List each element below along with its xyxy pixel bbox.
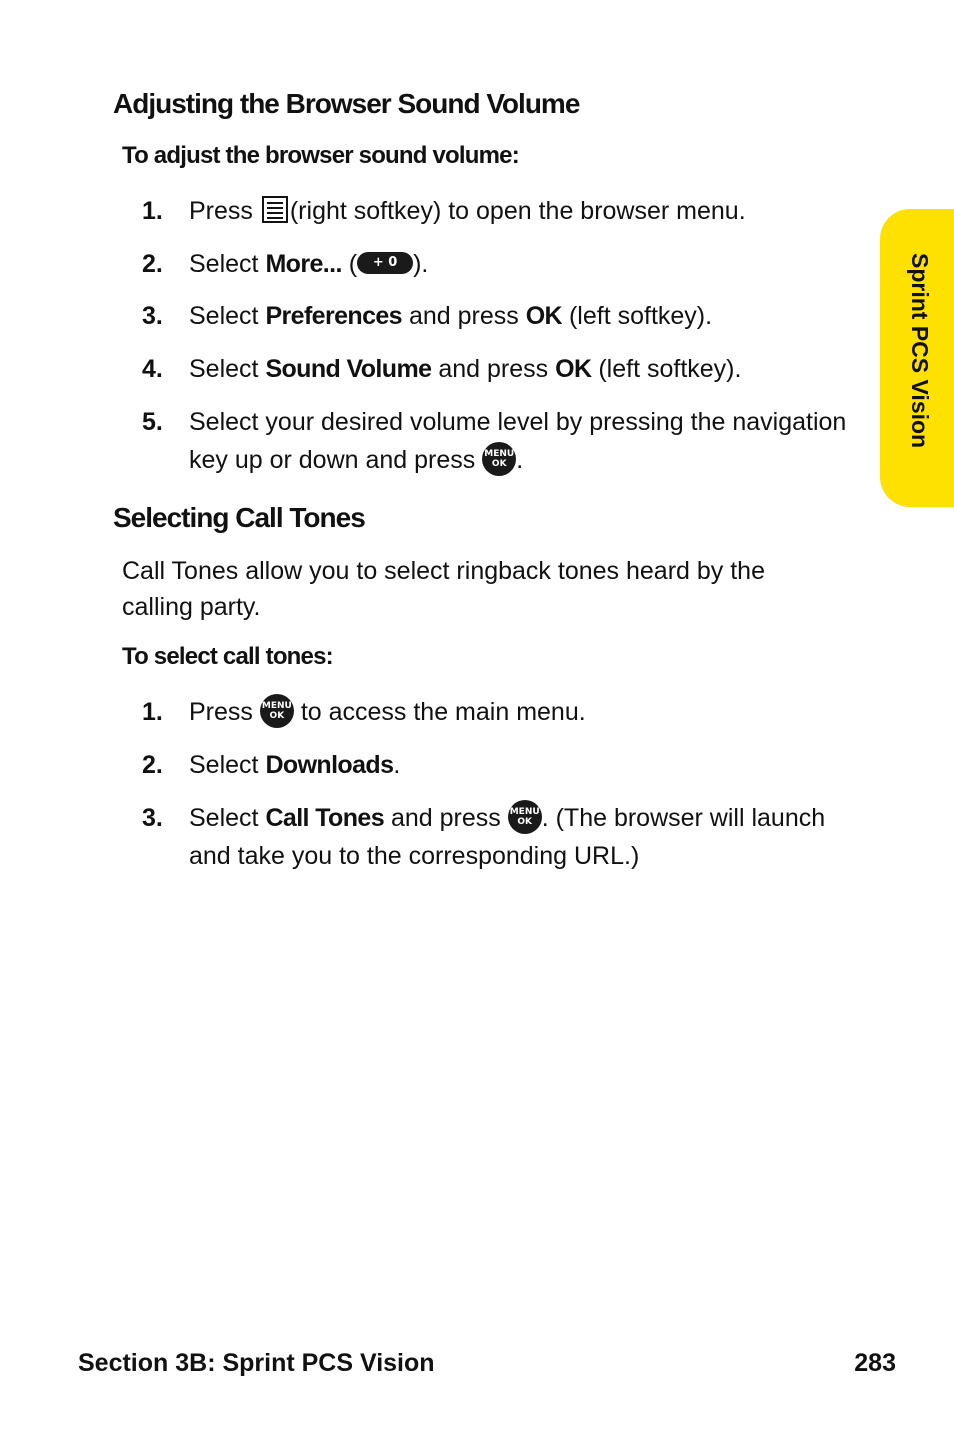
step-text: . — [393, 751, 401, 779]
step-text: Select your desired volume level by pressing the navigation key up or down and press — [189, 408, 847, 474]
plus-zero-key-icon: + 0 — [357, 252, 413, 274]
step-text: ). — [413, 250, 429, 278]
keyword-call-tones: Call Tones — [265, 804, 384, 832]
section-heading-browser-sound-volume: Adjusting the Browser Sound Volume — [113, 88, 580, 119]
step-number: 1. — [142, 197, 163, 225]
step-text: and press — [408, 302, 519, 330]
step-5-select-volume-level — [142, 403, 852, 479]
keyword-ok: OK — [525, 302, 563, 330]
call-tones-step-2 — [142, 746, 852, 784]
step-text: Select — [189, 751, 259, 779]
side-tab-label: Sprint PCS Vision — [907, 253, 933, 449]
step-text: Select — [189, 302, 259, 330]
footer-page-number: 283 — [854, 1349, 896, 1377]
keyword-more: More... — [265, 250, 342, 278]
keyword-downloads: Downloads — [265, 751, 394, 779]
menu-ok-key-icon: MENU OK — [482, 442, 516, 476]
step-number: 4. — [142, 355, 163, 383]
step-text: (left softkey). — [568, 302, 713, 330]
menu-ok-key-icon: MENU OK — [508, 800, 542, 834]
step-number: 2. — [142, 250, 163, 278]
step-number: 1. — [142, 698, 163, 726]
instruction-heading-select-call-tones: To select call tones: — [122, 643, 333, 670]
step-text: and press — [438, 355, 549, 383]
step-number: 3. — [142, 302, 163, 330]
step-text: and press — [390, 804, 501, 832]
step-2-select-more — [142, 245, 852, 283]
footer-section-title: Section 3B: Sprint PCS Vision — [78, 1349, 435, 1377]
call-tones-step-1 — [142, 693, 852, 731]
step-text: ( — [348, 250, 358, 278]
step-number: 3. — [142, 804, 163, 832]
keyword-ok: OK — [555, 355, 592, 383]
step-text: (right softkey) to open the browser menu. — [289, 197, 746, 225]
keyword-preferences: Preferences — [265, 302, 402, 330]
step-text: . — [516, 446, 524, 474]
keyword-sound-volume: Sound Volume — [265, 355, 432, 383]
menu-ok-key-icon: MENU OK — [260, 694, 294, 728]
step-text: to access the main menu. — [300, 698, 586, 726]
right-softkey-icon — [260, 196, 290, 224]
step-3-select-preferences — [142, 297, 852, 335]
step-4-select-sound-volume — [142, 350, 852, 388]
step-1-open-browser-menu — [142, 192, 852, 230]
step-text: Press — [189, 698, 253, 726]
call-tones-step-3 — [142, 799, 852, 875]
call-tones-description: Call Tones allow you to select ringback tones heard by the calling party. — [122, 557, 765, 621]
step-text: . (The browser will launch and take you to the corresponding URL.) — [189, 804, 826, 870]
step-text: (left softkey). — [598, 355, 742, 383]
section-heading-call-tones: Selecting Call Tones — [113, 502, 365, 533]
step-text: Select — [189, 355, 259, 383]
step-text: Select — [189, 250, 259, 278]
step-text: Press — [189, 197, 253, 225]
step-number: 5. — [142, 408, 163, 436]
step-number: 2. — [142, 751, 163, 779]
step-text: Select — [189, 804, 259, 832]
instruction-heading-adjust-volume: To adjust the browser sound volume: — [122, 142, 519, 169]
